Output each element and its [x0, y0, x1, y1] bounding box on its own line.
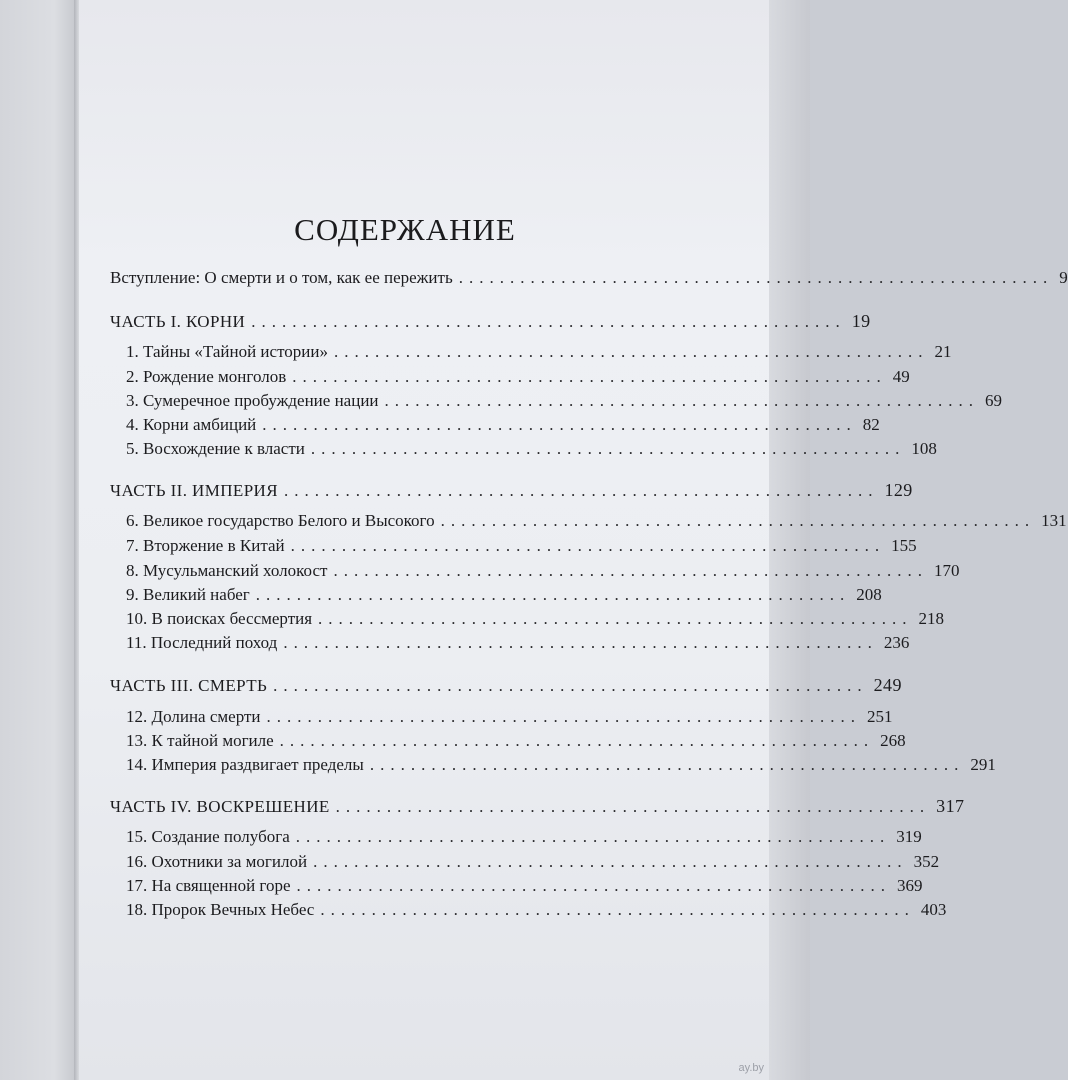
dot-leader: ..........................................................	[292, 367, 887, 386]
chapter-title: 5. Восхождение к власти	[126, 439, 305, 458]
dot-leader: ..........................................................	[318, 609, 913, 628]
chapter-title: 16. Охотники за могилой	[126, 852, 308, 871]
page-number: 82	[862, 415, 880, 434]
toc-chapter-entry	[110, 511, 1067, 537]
part-title: ЧАСТЬ II. ИМПЕРИЯ	[110, 481, 278, 500]
dot-leader: ..........................................................	[384, 391, 980, 410]
toc-chapter-entry	[110, 585, 882, 611]
page-number: 251	[867, 707, 893, 726]
page-number: 129	[884, 480, 913, 500]
chapter-title: 6. Великое государство Белого и Высокого	[126, 511, 435, 530]
toc-chapter-entry	[110, 900, 947, 926]
chapter-title: 17. На священной горе	[126, 876, 291, 895]
chapter-title: 3. Сумеречное пробуждение нации	[126, 391, 379, 410]
dot-leader: ..........................................................	[283, 481, 879, 500]
chapter-title: 13. К тайной могиле	[126, 731, 274, 750]
dot-leader: ..........................................................	[262, 415, 857, 434]
toc-chapter-entry	[110, 827, 922, 853]
dot-leader: ..........................................................	[290, 536, 886, 555]
part-title: ЧАСТЬ III. СМЕРТЬ	[110, 676, 268, 695]
dot-leader: ..........................................................	[295, 827, 891, 846]
toc-part-entry	[110, 311, 871, 337]
chapter-title: 14. Империя раздвигает пределы	[126, 755, 364, 774]
dot-leader: ..........................................................	[320, 900, 915, 919]
toc-chapter-entry	[110, 852, 940, 878]
chapter-title: 15. Создание полубога	[126, 827, 290, 846]
chapter-title: 4. Корни амбиций	[126, 415, 257, 434]
page-number: 236	[883, 633, 910, 652]
dot-leader: ..........................................................	[266, 707, 861, 726]
dot-leader: ..........................................................	[251, 312, 846, 331]
page-number: 208	[856, 585, 882, 604]
page-number: 319	[896, 827, 922, 846]
toc-intro-entry	[110, 268, 1068, 294]
page-number: 352	[913, 852, 940, 871]
dot-leader: ..........................................................	[313, 852, 908, 871]
page-number: 403	[920, 900, 947, 919]
toc-chapter-entry	[110, 415, 880, 441]
page-number: 131	[1041, 511, 1067, 530]
chapter-title: 18. Пророк Вечных Небес	[126, 900, 315, 919]
page-number: 218	[918, 609, 945, 628]
toc-chapter-entry	[110, 561, 960, 587]
toc-chapter-entry	[110, 367, 910, 393]
dot-leader: ..........................................................	[255, 585, 851, 604]
dot-leader: ..........................................................	[458, 268, 1054, 287]
toc-part-entry	[110, 675, 902, 701]
page-number: 155	[891, 536, 917, 555]
page-number: 108	[911, 439, 937, 458]
chapter-title: 8. Мусульманский холокост	[126, 561, 328, 580]
page-number: 21	[934, 342, 952, 361]
dot-leader: ..........................................................	[283, 633, 878, 652]
chapter-title: 7. Вторжение в Китай	[126, 536, 285, 555]
dot-leader: ..........................................................	[369, 755, 965, 774]
page-number: 317	[936, 796, 965, 816]
toc-chapter-entry	[110, 391, 1003, 417]
page-number: 9	[1059, 268, 1068, 287]
toc-chapter-entry	[110, 342, 952, 368]
page-number: 49	[892, 367, 910, 386]
page-number: 170	[933, 561, 960, 580]
page-number: 19	[851, 311, 871, 331]
toc-chapter-entry	[110, 876, 923, 902]
part-title: ЧАСТЬ IV. ВОСКРЕШЕНИЕ	[110, 797, 330, 816]
chapter-title: 11. Последний поход	[126, 633, 278, 652]
chapter-title: 9. Великий набег	[126, 585, 250, 604]
page-number: 69	[985, 391, 1003, 410]
chapter-title: 12. Долина смерти	[126, 707, 261, 726]
part-title: ЧАСТЬ I. КОРНИ	[110, 312, 246, 331]
page-number: 369	[897, 876, 923, 895]
dot-leader: ..........................................................	[310, 439, 906, 458]
toc-title: СОДЕРЖАНИЕ	[294, 212, 516, 247]
dot-leader: ..........................................................	[296, 876, 892, 895]
toc-chapter-entry	[110, 609, 945, 635]
page-number: 249	[873, 675, 902, 695]
entry-title: Вступление: О смерти и о том, как ее пережить	[110, 268, 453, 287]
toc-part-entry	[110, 796, 965, 822]
dot-leader: ..........................................................	[273, 676, 868, 695]
facing-page	[0, 0, 78, 1080]
chapter-title: 2. Рождение монголов	[126, 367, 287, 386]
dot-leader: ..........................................................	[333, 561, 928, 580]
toc-chapter-entry	[110, 536, 917, 562]
toc-chapter-entry	[110, 633, 910, 659]
page-number: 291	[970, 755, 996, 774]
page-number: 268	[880, 731, 906, 750]
dot-leader: ..........................................................	[440, 511, 1036, 530]
toc-chapter-entry	[110, 755, 996, 781]
chapter-title: 10. В поисках бессмертия	[126, 609, 313, 628]
toc-chapter-entry	[110, 731, 906, 757]
toc-part-entry	[110, 480, 913, 506]
dot-leader: ..........................................................	[333, 342, 929, 361]
dot-leader: ..........................................................	[335, 797, 931, 816]
chapter-title: 1. Тайны «Тайной истории»	[126, 342, 328, 361]
watermark: ay.by	[738, 1062, 764, 1074]
toc-chapter-entry	[110, 707, 893, 733]
toc-chapter-entry	[110, 439, 937, 465]
dot-leader: ..........................................................	[279, 731, 875, 750]
